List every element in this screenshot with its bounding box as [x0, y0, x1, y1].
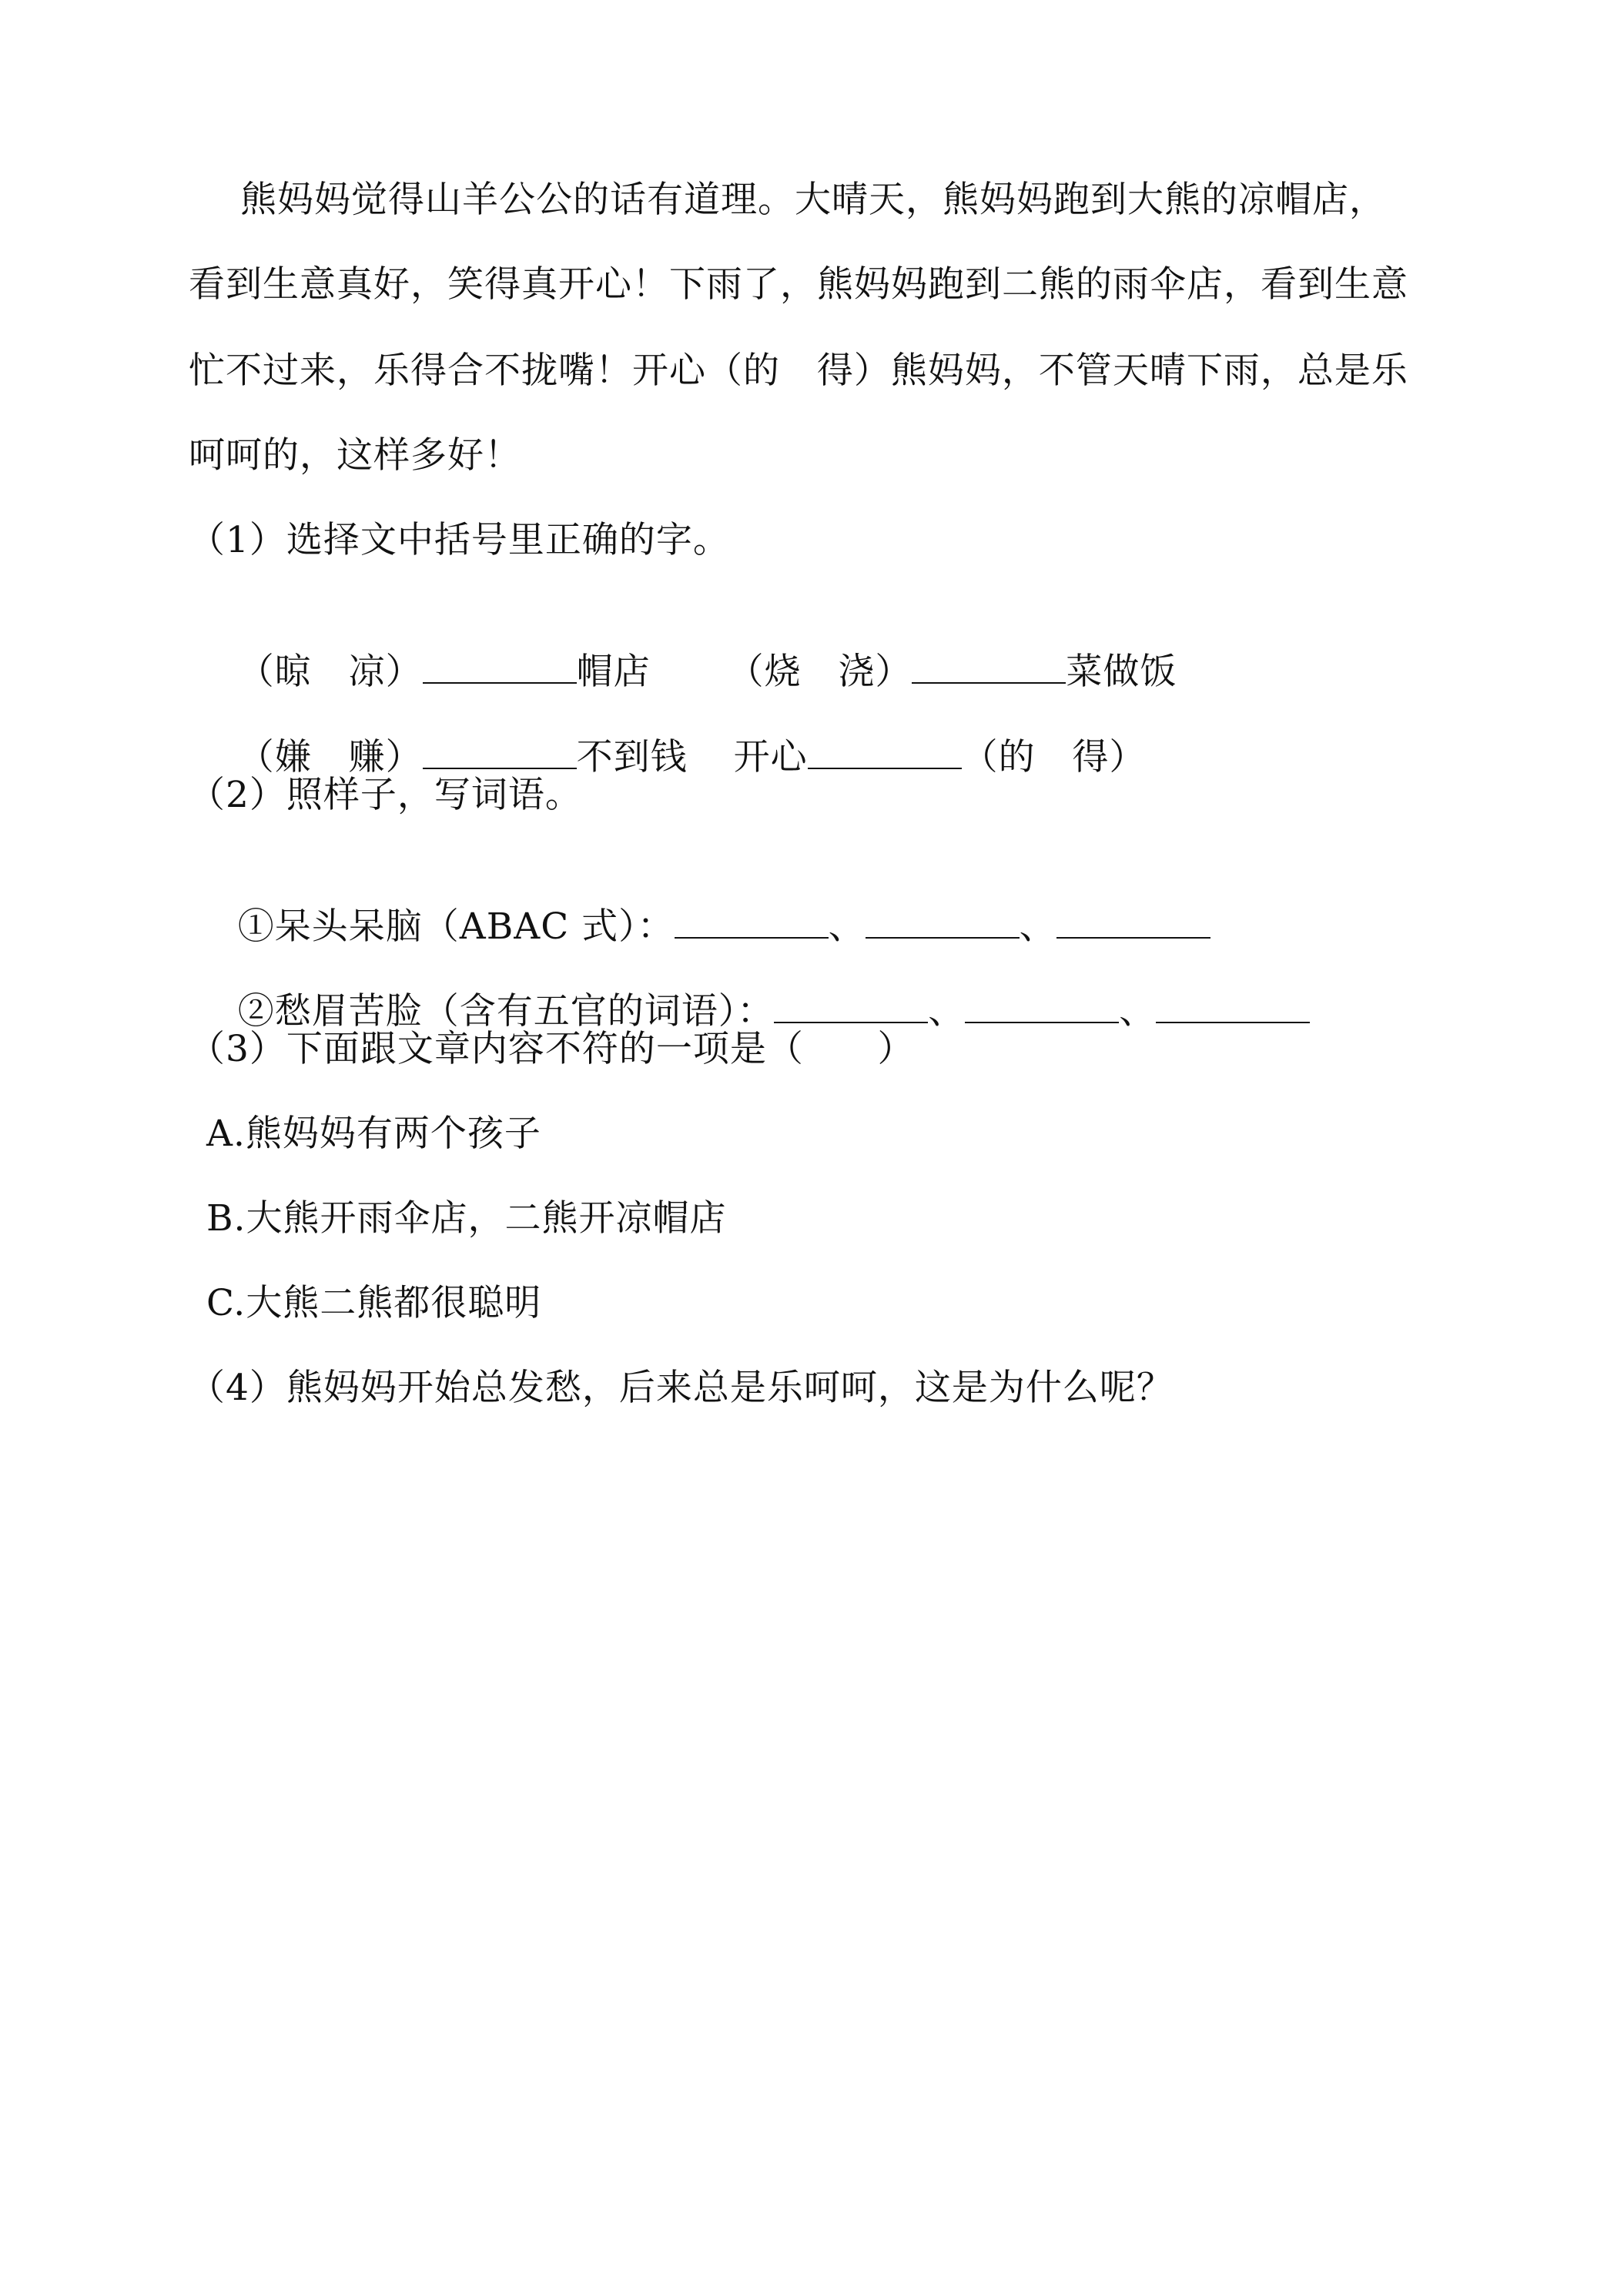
question-3-option-b[interactable]: B.大熊开雨伞店，二熊开凉帽店 [206, 1197, 727, 1240]
choice-zhuan: （嫌 赚） [237, 736, 423, 778]
item-1-label: ①呆头呆脑（ABAC 式）： [237, 905, 675, 948]
question-1-row-2 [189, 688, 1147, 778]
passage-line-1: 熊妈妈觉得山羊公公的话有道理。大晴天，熊妈妈跑到大熊的凉帽店， [240, 179, 1386, 221]
answer-blank[interactable] [1156, 988, 1310, 1023]
answer-blank[interactable] [965, 988, 1119, 1023]
question-1-title: （1）选择文中括号里正确的字。 [189, 519, 730, 561]
passage-line-4: 呵呵的，这样多好！ [189, 434, 521, 477]
answer-blank[interactable] [423, 734, 577, 769]
separator: 、 [928, 990, 966, 1033]
answer-blank[interactable] [423, 648, 577, 684]
passage-line-2: 看到生意真好，笑得真开心！下雨了，熊妈妈跑到二熊的雨伞店，看到生意 [189, 263, 1408, 306]
question-2-title: （2）照样子，写词语。 [189, 774, 582, 816]
choice-zhuan-suffix: 不到钱 [576, 736, 688, 778]
question-1-row-1 [189, 602, 1177, 693]
separator: 、 [1119, 990, 1157, 1033]
choice-de-prefix: 开心 [733, 736, 808, 778]
question-3-option-c[interactable]: C.大熊二熊都很聪明 [206, 1282, 542, 1324]
question-2-item-2 [189, 942, 1310, 1033]
choice-de: （的 得） [961, 736, 1147, 778]
question-2-item-1 [189, 857, 1210, 948]
answer-blank[interactable] [774, 988, 928, 1023]
choice-liang: （晾 凉） [237, 651, 423, 693]
separator: 、 [828, 905, 866, 948]
passage-line-3: 忙不过来，乐得合不拢嘴！开心（的 得）熊妈妈，不管天晴下雨，总是乐 [189, 350, 1408, 392]
question-4-title: （4）熊妈妈开始总发愁，后来总是乐呵呵，这是为什么呢？ [189, 1367, 1174, 1409]
answer-blank[interactable] [808, 734, 962, 769]
separator: 、 [1019, 905, 1056, 948]
choice-liang-suffix: 帽店 [576, 651, 651, 693]
answer-blank[interactable] [675, 903, 829, 939]
question-3-title: （3）下面跟文章内容不符的一项是（ ） [189, 1028, 915, 1070]
question-3-option-a[interactable]: A.熊妈妈有两个孩子 [206, 1113, 541, 1155]
answer-blank[interactable] [912, 648, 1066, 684]
answer-blank[interactable] [866, 903, 1020, 939]
choice-shao: （烧 浇） [727, 651, 912, 693]
item-2-label: ②愁眉苦脸（含有五官的词语）： [237, 990, 775, 1033]
answer-blank[interactable] [1056, 903, 1210, 939]
choice-shao-suffix: 菜做饭 [1066, 651, 1177, 693]
